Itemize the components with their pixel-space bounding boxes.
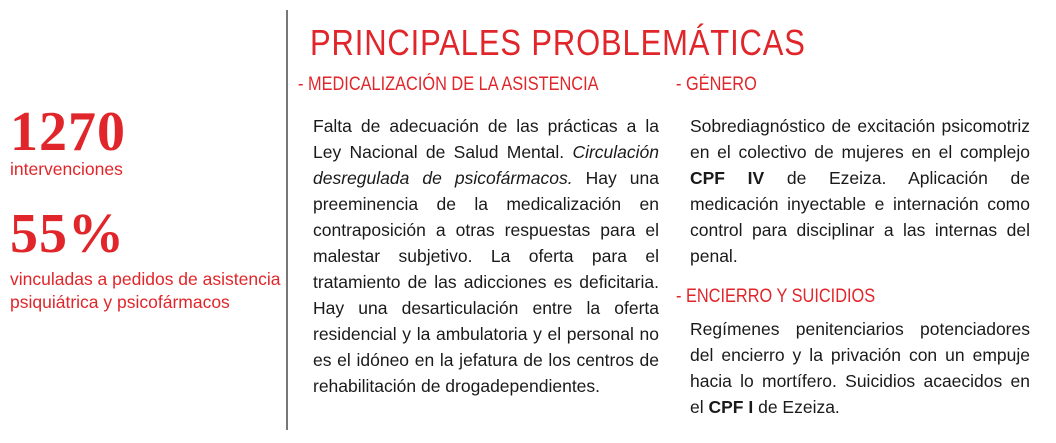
body-text-segment: de Ezeiza. Aplicación de medicación inyectable e internación como control para disciplinar a las internas del penal. xyxy=(690,168,1030,266)
body-text-segment: Falta de adecuación de las prácticas a la Ley Nacional de Salud Mental. xyxy=(313,116,659,162)
stat-intervenciones-label: intervenciones xyxy=(10,159,123,179)
page-title: PRINCIPALES PROBLEMÁTICAS xyxy=(310,22,806,63)
body-text-segment: Sobrediagnóstico de excitación psicomotriz en el colectivo de mujeres en el complejo xyxy=(690,116,1030,162)
section-heading-medicalizacion: - MEDICALIZACIÓN DE LA ASISTENCIA xyxy=(298,74,599,95)
section-body-encierro xyxy=(690,316,1030,420)
body-bold-segment: CPF I xyxy=(708,397,754,417)
body-bold-segment: CPF IV xyxy=(690,168,765,188)
section-heading-encierro: - ENCIERRO Y SUICIDIOS xyxy=(676,286,876,307)
stat-porcentaje-label: vinculadas a pedidos de asistencia psiquiátrica y psicofármacos xyxy=(10,269,281,312)
section-heading-genero: - GÉNERO xyxy=(676,74,757,95)
vertical-divider xyxy=(286,10,288,430)
body-italic-segment: Circulación desregulada de psicofármacos. xyxy=(313,142,659,188)
body-text-segment: Regímenes penitenciarios potenciadores del encierro y la privación con un empuje hacia lo mortífero. Suicidios acaecidos en el xyxy=(690,319,1030,417)
section-body-medicalizacion xyxy=(313,113,659,399)
section-body-genero xyxy=(690,113,1030,269)
body-text-segment: Hay una preeminencia de la medicalización en contraposición a otras respuestas para el malestar subjetivo. La oferta para el tratamiento de las adicciones es deficitaria. Hay una desarticulación entre la oferta residencial y la ambulatoria y el personal no es el idóneo en la jefatura de los centros de rehabilitación de drogadependientes. xyxy=(313,168,659,396)
stat-intervenciones-value: 1270 xyxy=(10,101,126,163)
stat-porcentaje-value: 55% xyxy=(10,203,125,265)
body-text-segment: de Ezeiza. xyxy=(753,397,840,417)
